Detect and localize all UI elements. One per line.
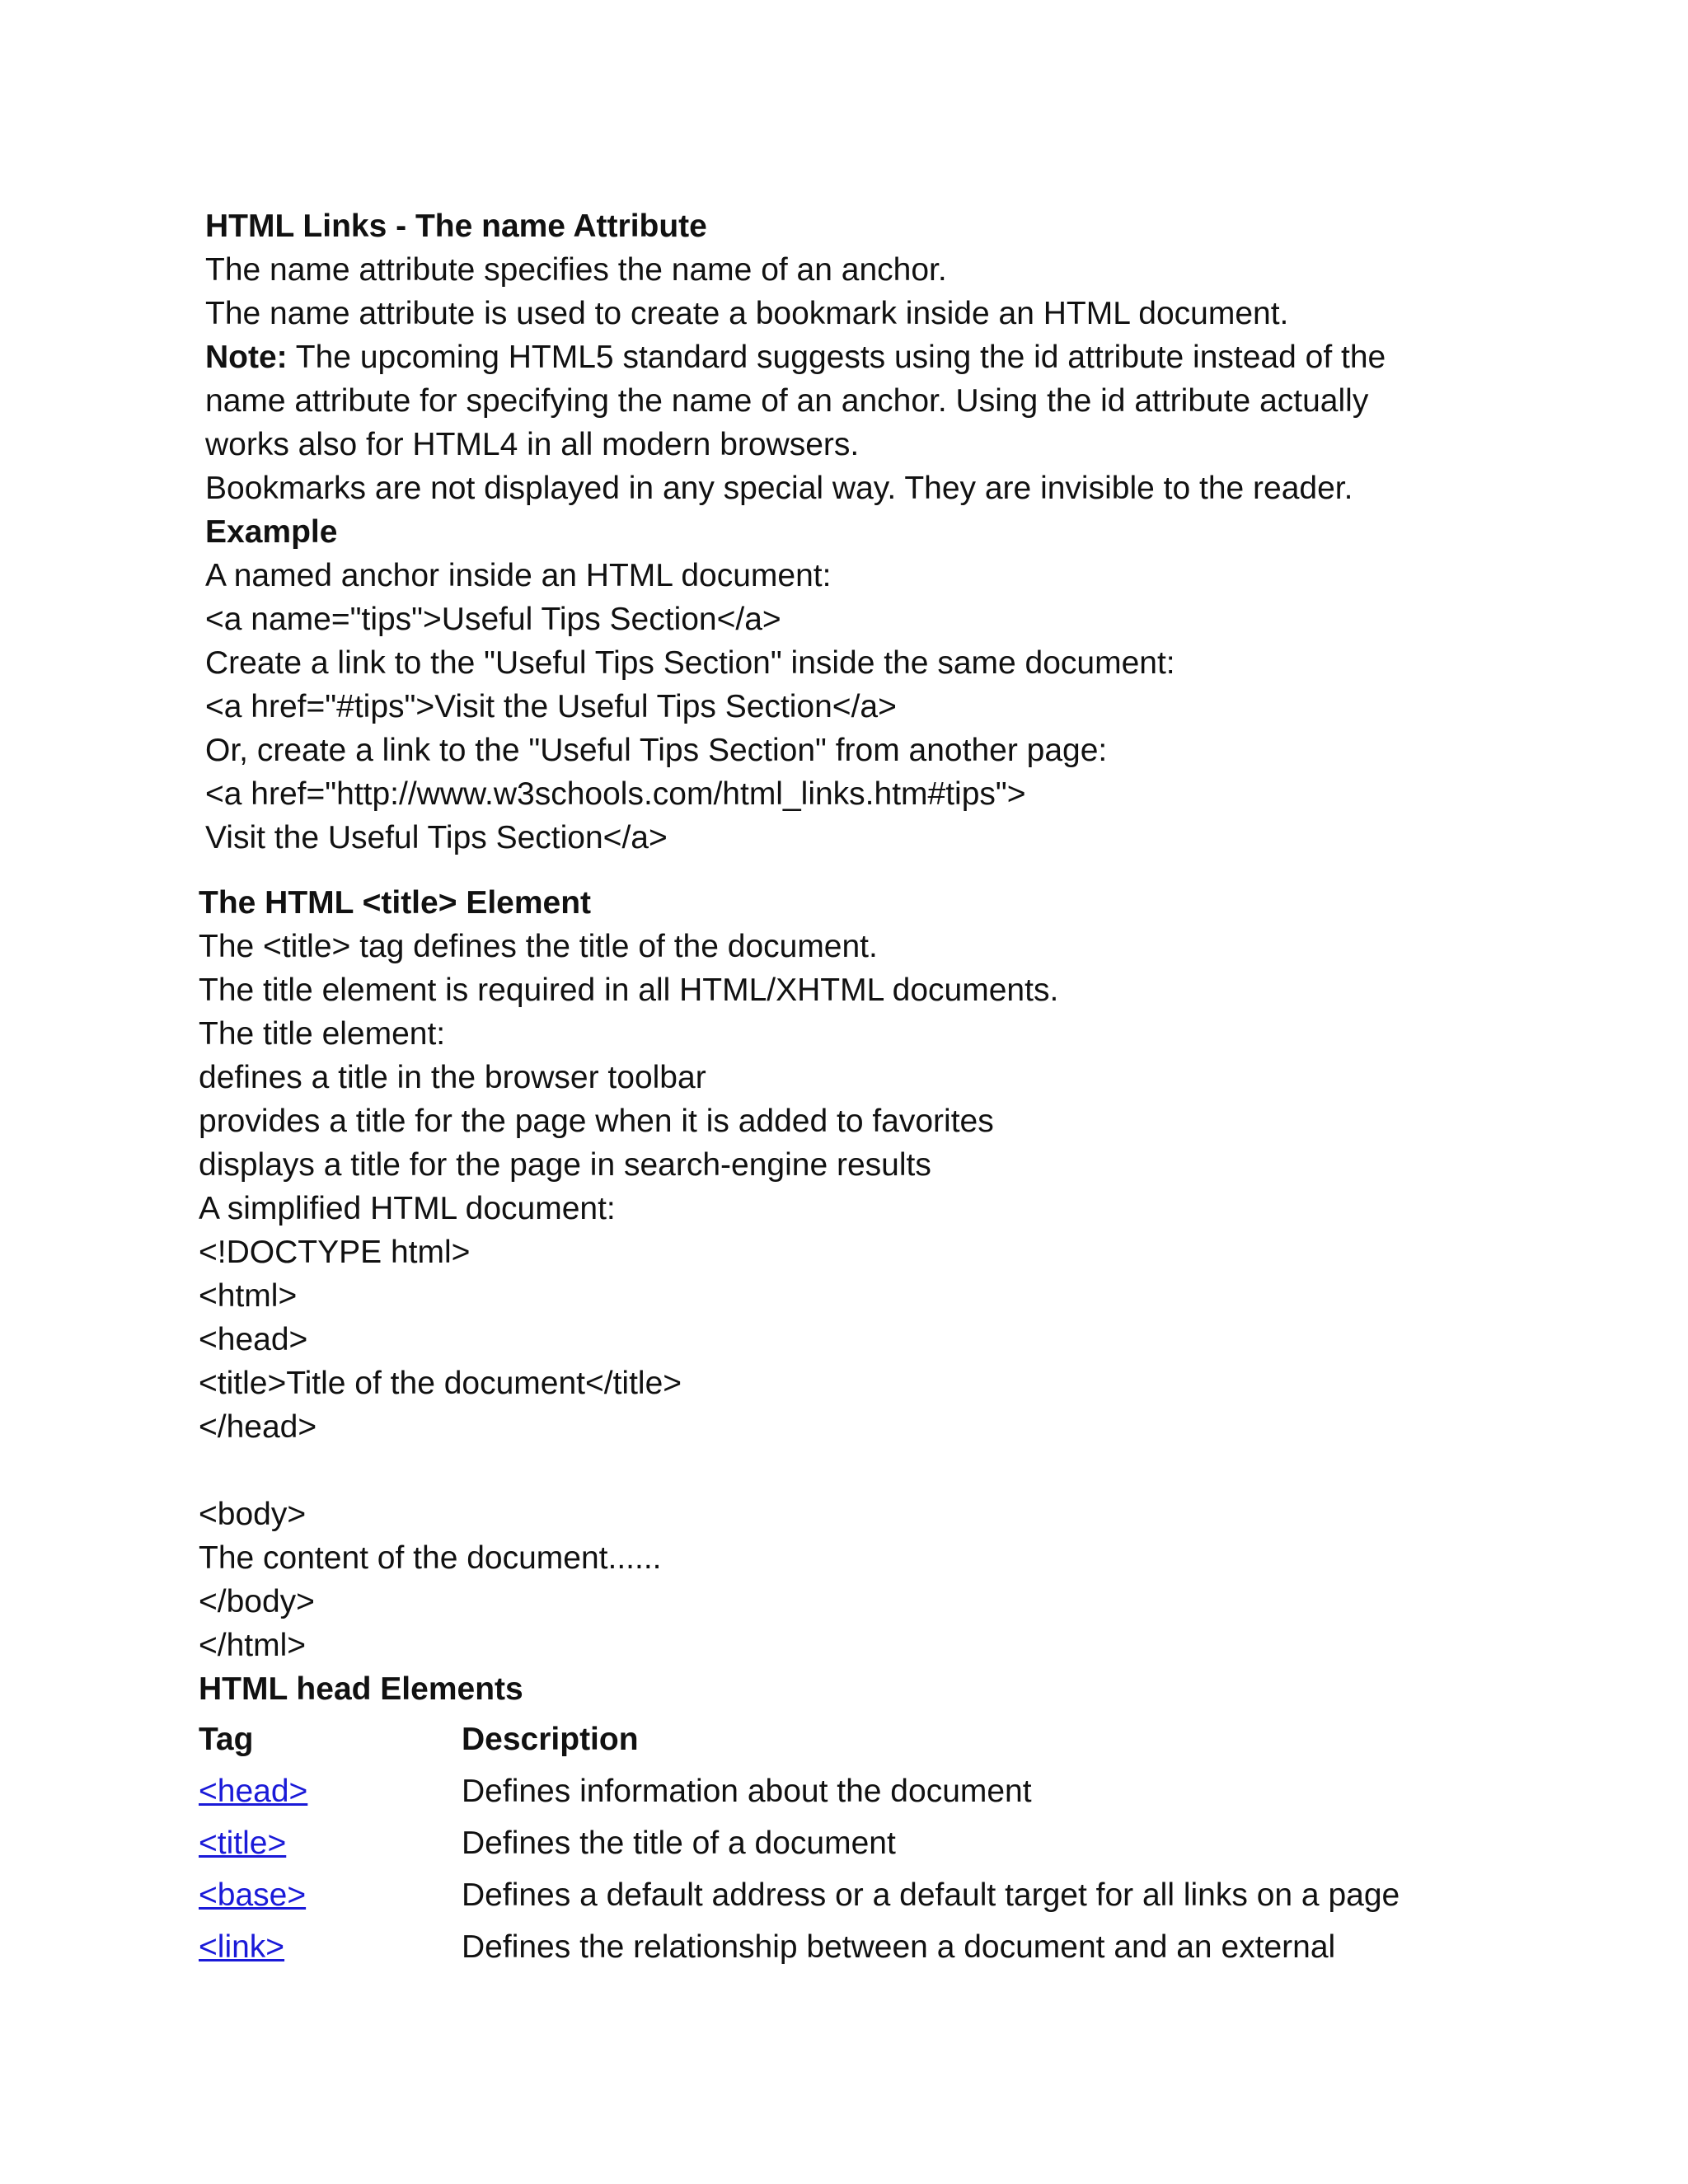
table-cell-description: Defines the relationship between a document and an external bbox=[462, 1929, 1336, 1965]
code-line: Visit the Useful Tips Section</a> bbox=[205, 820, 668, 855]
text-line: The <title> tag defines the title of the document. bbox=[199, 929, 878, 964]
table-cell-description: Defines the title of a document bbox=[462, 1825, 896, 1861]
table-header-description: Description bbox=[462, 1722, 639, 1757]
example-text: Create a link to the "Useful Tips Section" inside the same document: bbox=[205, 645, 1175, 681]
example-text: Or, create a link to the "Useful Tips Section" from another page: bbox=[205, 733, 1108, 768]
tag-link-head[interactable]: <head> bbox=[199, 1774, 308, 1809]
note-text: name attribute for specifying the name of an anchor. Using the id attribute actually bbox=[205, 383, 1369, 419]
paragraph: The name attribute is used to create a bookmark inside an HTML document. bbox=[205, 296, 1289, 331]
note-label: Note: bbox=[205, 340, 288, 375]
text-line: A simplified HTML document: bbox=[199, 1191, 616, 1226]
code-line: <a href="http://www.w3schools.com/html_links.htm#tips"> bbox=[205, 776, 1026, 812]
section-heading-name-attribute: HTML Links - The name Attribute bbox=[205, 209, 707, 244]
paragraph: The name attribute specifies the name of an anchor. bbox=[205, 252, 947, 288]
code-line: The content of the document...... bbox=[199, 1540, 662, 1576]
section-heading-head-elements: HTML head Elements bbox=[199, 1671, 523, 1707]
tag-link-title[interactable]: <title> bbox=[199, 1825, 287, 1861]
code-line: <html> bbox=[199, 1278, 298, 1314]
paragraph: Bookmarks are not displayed in any special way. They are invisible to the reader. bbox=[205, 471, 1353, 506]
text-line: The title element: bbox=[199, 1016, 446, 1052]
table-cell-description: Defines a default address or a default target for all links on a page bbox=[462, 1877, 1400, 1913]
tag-link-base[interactable]: <base> bbox=[199, 1877, 307, 1913]
text-line: displays a title for the page in search-engine results bbox=[199, 1147, 931, 1183]
example-heading: Example bbox=[205, 514, 338, 550]
code-line: <a href="#tips">Visit the Useful Tips Section</a> bbox=[205, 689, 897, 724]
code-line: <head> bbox=[199, 1322, 308, 1357]
code-line: <body> bbox=[199, 1497, 307, 1532]
code-line: <title>Title of the document</title> bbox=[199, 1366, 682, 1401]
text-line: The title element is required in all HTML/XHTML documents. bbox=[199, 972, 1059, 1008]
note-text: The upcoming HTML5 standard suggests using the id attribute instead of the bbox=[287, 340, 1386, 375]
note-line bbox=[205, 335, 1386, 379]
code-line: </head> bbox=[199, 1409, 317, 1445]
note-text: works also for HTML4 in all modern browsers. bbox=[205, 427, 860, 462]
code-line: <!DOCTYPE html> bbox=[199, 1235, 471, 1270]
tag-link-link[interactable]: <link> bbox=[199, 1929, 285, 1965]
section-heading-title-element: The HTML <title> Element bbox=[199, 885, 592, 921]
code-line: </html> bbox=[199, 1628, 307, 1663]
table-cell-description: Defines information about the document bbox=[462, 1774, 1032, 1809]
code-line: <a name="tips">Useful Tips Section</a> bbox=[205, 602, 781, 637]
table-header-tag: Tag bbox=[199, 1722, 254, 1757]
example-text: A named anchor inside an HTML document: bbox=[205, 558, 832, 593]
text-line: defines a title in the browser toolbar bbox=[199, 1060, 706, 1095]
code-line: </body> bbox=[199, 1584, 315, 1619]
text-line: provides a title for the page when it is added to favorites bbox=[199, 1104, 994, 1139]
